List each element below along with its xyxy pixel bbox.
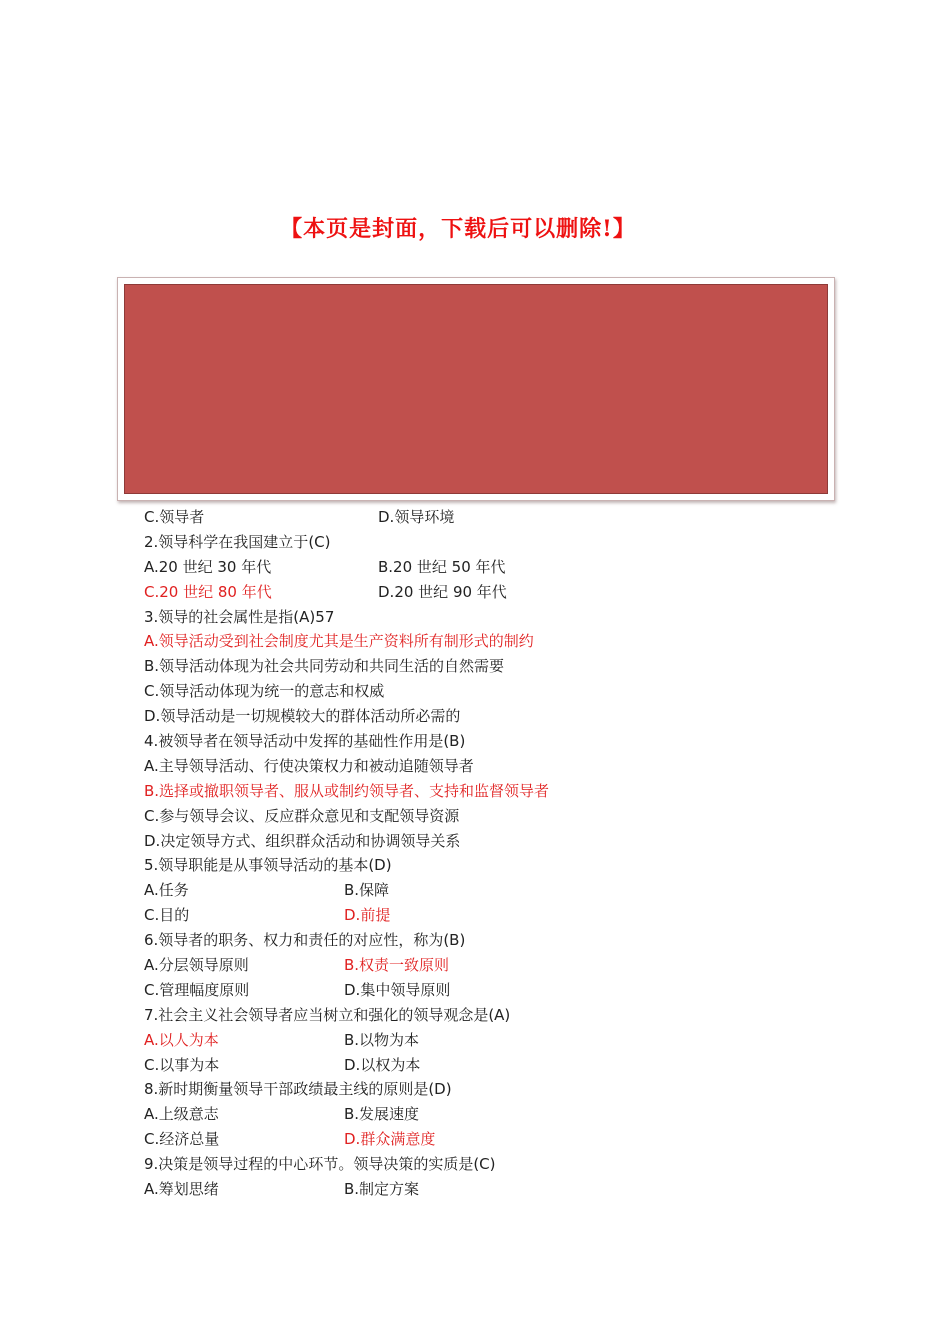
question-stem: 5.领导职能是从事领导活动的基本(D) xyxy=(144,856,392,875)
option-text: C.领导者 xyxy=(144,508,205,526)
option-text: D.群众满意度 xyxy=(344,1130,436,1149)
option-row xyxy=(144,679,844,704)
question-text xyxy=(144,729,844,754)
option-text: B.领导活动体现为社会共同劳动和共同生活的自然需要 xyxy=(144,657,505,676)
option-row xyxy=(144,754,844,779)
question-text xyxy=(144,1077,844,1102)
option-text: A.任务 xyxy=(144,881,189,900)
option-text: A.筹划思绪 xyxy=(144,1180,219,1199)
option-text: A.分层领导原则 xyxy=(144,956,249,975)
option-text: C.参与领导会议、反应群众意见和支配领导资源 xyxy=(144,806,460,825)
question-text xyxy=(144,853,844,878)
question-stem: 9.决策是领导过程的中心环节。领导决策的实质是(C) xyxy=(144,1155,496,1174)
option-row xyxy=(144,878,844,903)
question-text xyxy=(144,1152,844,1177)
question-text xyxy=(144,1003,844,1028)
option-row xyxy=(144,953,844,978)
question-text xyxy=(144,928,844,953)
option-row xyxy=(144,829,844,854)
option-text: B.20 世纪 50 年代 xyxy=(378,557,506,576)
option-text: B.保障 xyxy=(344,881,390,900)
option-text: D.决定领导方式、组织群众活动和协调领导关系 xyxy=(144,831,461,850)
option-text: B.制定方案 xyxy=(344,1180,420,1199)
option-text: B.发展速度 xyxy=(344,1105,420,1124)
option-row xyxy=(144,1102,844,1127)
option-text: C.20 世纪 80 年代 xyxy=(144,582,272,601)
option-text: B.权责一致原则 xyxy=(344,956,450,975)
option-row xyxy=(144,629,844,654)
option-row xyxy=(144,804,844,829)
question-stem: 7.社会主义社会领导者应当树立和强化的领导观念是(A) xyxy=(144,1005,511,1024)
question-text xyxy=(144,605,844,630)
question-stem: 6.领导者的职务、权力和责任的对应性，称为(B) xyxy=(144,931,466,950)
option-text: D.领导环境 xyxy=(378,508,455,526)
cover-banner-frame xyxy=(117,277,835,501)
option-text: D.以权为本 xyxy=(344,1055,421,1074)
option-text: D.前提 xyxy=(344,906,391,925)
option-row xyxy=(144,654,844,679)
option-text: A.上级意志 xyxy=(144,1105,219,1124)
option-text: D.20 世纪 90 年代 xyxy=(378,582,507,601)
option-row xyxy=(144,978,844,1003)
option-text: C.管理幅度原则 xyxy=(144,980,250,999)
option-row xyxy=(144,505,844,530)
option-row xyxy=(144,903,844,928)
question-list xyxy=(144,505,844,1202)
question-text xyxy=(144,530,844,555)
question-stem: 2.领导科学在我国建立于(C) xyxy=(144,532,331,551)
option-text: B.以物为本 xyxy=(344,1030,420,1049)
option-text: D.集中领导原则 xyxy=(344,980,451,999)
option-text: C.目的 xyxy=(144,906,190,925)
option-text: A.领导活动受到社会制度尤其是生产资料所有制形式的制约 xyxy=(144,632,534,651)
option-row xyxy=(144,1053,844,1078)
cover-notice: 【本页是封面，下载后可以删除!】 xyxy=(280,216,636,242)
option-text: B.选择或撤职领导者、服从或制约领导者、支持和监督领导者 xyxy=(144,781,550,800)
option-text: A.20 世纪 30 年代 xyxy=(144,557,272,576)
option-text: A.以人为本 xyxy=(144,1030,219,1049)
question-stem: 3.领导的社会属性是指(A)57 xyxy=(144,607,335,626)
option-row xyxy=(144,1127,844,1152)
option-row xyxy=(144,779,844,804)
option-text: C.领导活动体现为统一的意志和权威 xyxy=(144,682,385,701)
option-text: C.经济总量 xyxy=(144,1130,220,1149)
question-stem: 8.新时期衡量领导干部政绩最主线的原则是(D) xyxy=(144,1080,452,1099)
cover-banner xyxy=(124,284,828,494)
option-text: C.以事为本 xyxy=(144,1055,220,1074)
option-text: D.领导活动是一切规模较大的群体活动所必需的 xyxy=(144,707,461,726)
question-stem: 4.被领导者在领导活动中发挥的基础性作用是(B) xyxy=(144,732,466,751)
option-row xyxy=(144,1028,844,1053)
option-text: A.主导领导活动、行使决策权力和被动追随领导者 xyxy=(144,756,474,775)
option-row xyxy=(144,580,844,605)
option-row xyxy=(144,555,844,580)
option-row xyxy=(144,1177,844,1202)
option-row xyxy=(144,704,844,729)
